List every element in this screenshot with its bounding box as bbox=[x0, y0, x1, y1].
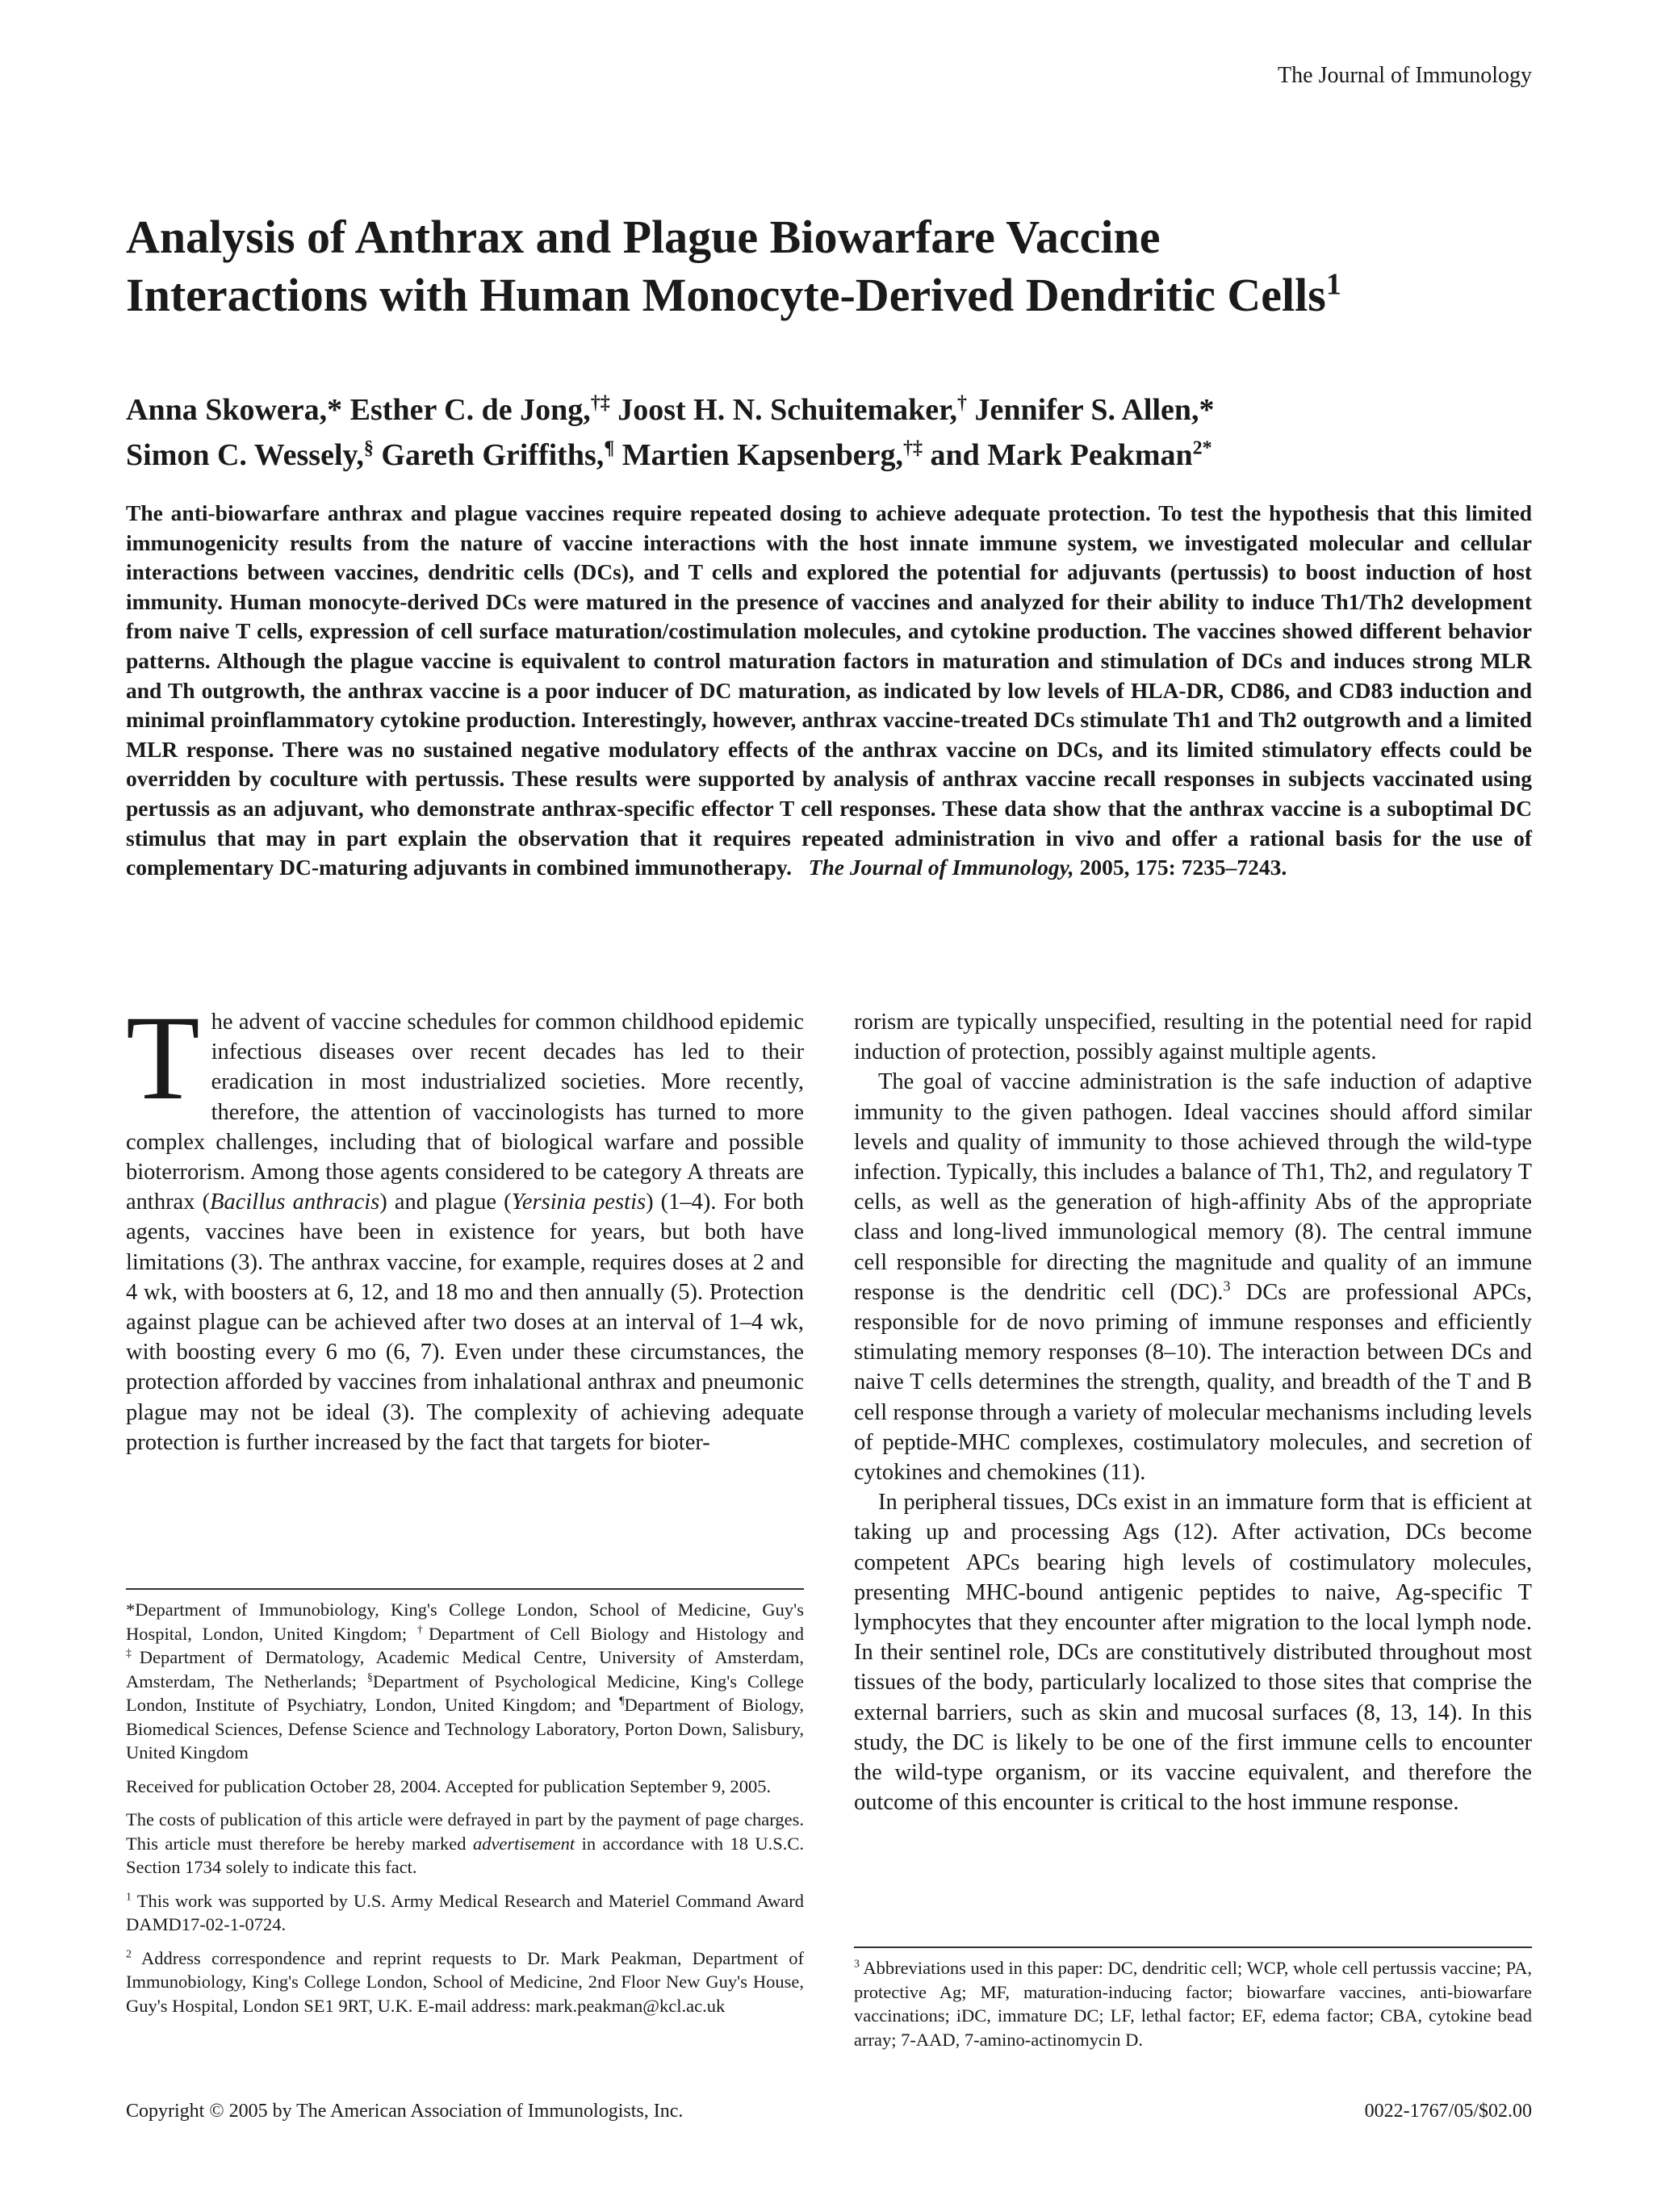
body-paragraph: In peripheral tissues, DCs exist in an immature form that is efficient at taking up and processing Ags (12). After activation, DCs become competent APCs bearing high levels of costimulatory molecules, presenting MHC-bound antigenic peptides to naive, Ag-specific T lymphocytes that they encounter after migration to the local lymph node. In their sentinel role, DCs are constitutively distributed throughout most tissues of the body, particularly localized to those sites that comprise the external barriers, such as skin and mucosal surfaces (8, 13, 14). In this study, the DC is likely to be one of the first immune cells to encounter the wild-type organism, or its vaccine equivalent, and therefore the outcome of this encounter is critical to the host immune response. bbox=[854, 1490, 1532, 1816]
author: Joost H. N. Schuitemaker,† bbox=[617, 392, 968, 427]
footnote-ref: 3 bbox=[1223, 1277, 1231, 1294]
body-paragraph: rorism are typically unspecified, resulting in the potential need for rapid induction of protection, possibly against multiple agents. bbox=[854, 1010, 1532, 1065]
author: Simon C. Wessely,§ bbox=[126, 437, 374, 472]
footnote-2: $^2$ Address correspondence and reprint requests to Dr. Mark Peakman, Department of Immunobiology, King's College London, School of Medicine, 2nd Floor New Guy's House, Guy's Hospital, London SE1 9RT, U.K. E-mail address: mark.peakman@kcl.ac.uk bbox=[126, 1947, 804, 2016]
author-list bbox=[126, 387, 1546, 478]
author: Gareth Griffiths,¶ bbox=[381, 437, 615, 472]
article-code: 0022-1767/05/$02.00 bbox=[1364, 2101, 1532, 2122]
publication-costs: The costs of publication of this article were defrayed in part by the payment of page charges. This article must therefore be hereby marked advertisement in accordance with 18 U.S.C. Section 1734 solely to indicate this fact. bbox=[126, 1809, 805, 1877]
footnotes-left bbox=[126, 1598, 804, 2027]
author: Esther C. de Jong,†‡ bbox=[349, 392, 610, 427]
affiliations: *Department of Immunobiology, King's College London, School of Medicine, Guy's Hospital, London, United Kingdom; †Department of Cell Biology and Histology and ‡Department of Dermatology, Academic Medical Centre, University of Amsterdam, Amsterdam, The Netherlands; §Department of Psychological Medicine, King's College London, Institute of Psychiatry, London, United Kingdom; and ¶Department of Biology, Biomedical Sciences, Defense Science and Technology Laboratory, Porton Down, Salisbury, United Kingdom bbox=[126, 1599, 805, 1762]
journal-name: The Journal of Immunology, bbox=[808, 855, 1074, 880]
author: and Mark Peakman$^{2*}$ bbox=[930, 437, 1212, 472]
title-footnote-mark: 1 bbox=[1325, 267, 1341, 302]
author: Jennifer S. Allen,* bbox=[974, 393, 1215, 427]
body-column-right bbox=[854, 1007, 1532, 1817]
body-column-left bbox=[126, 991, 805, 1457]
article-title bbox=[126, 208, 1546, 324]
footnote-3: $^3$ Abbreviations used in this paper: DC, dendritic cell; WCP, whole cell pertussis vaccine; PA, protective Ag; MF, maturation-inducing factor; biowarfare vaccines, anti-biowarfare vaccinations; iDC, immature DC; LF, lethal factor; EF, edema factor; CBA, cytokine bead array; 7-AAD, 7-amino-actinomycin D. bbox=[854, 1958, 1532, 2050]
abstract-text: The anti-biowarfare anthrax and plague vaccines require repeated dosing to achieve adequate protection. To test the hypothesis that this limited immunogenicity results from the nature of vaccine interactions with the host innate immune system, we investigated molecular and cellular interactions between vaccines, dendritic cells (DCs), and T cells and explored the potential for adjuvants (pertussis) to boost induction of host immunity. Human monocyte-derived DCs were matured in the presence of vaccines and analyzed for their ability to induce Th1/Th2 development from naive T cells, expression of cell surface maturation/costimulation molecules, and cytokine production. The vaccines showed different behavior patterns. Although the plague vaccine is equivalent to control maturation factors in maturation and stimulation of DCs and induces strong MLR and Th outgrowth, the anthrax vaccine is a poor inducer of DC maturation, as indicated by low levels of HLA-DR, CD86, and CD83 induction and minimal proinflammatory cytokine production. Interestingly, however, anthrax vaccine-treated DCs stimulate Th1 and Th2 outgrowth and a limited MLR response. There was no sustained negative modulatory effects of the anthrax vaccine on DCs, and its limited stimulatory effects could be overridden by coculture with pertussis. These results were supported by analysis of anthrax vaccine recall responses in subjects vaccinated using pertussis as an adjuvant, who demonstrate anthrax-specific effector T cell responses. These data show that the anthrax vaccine is a suboptimal DC stimulus that may in part explain the observation that it requires repeated administration in vivo and offer a rational basis for the use of complementary DC-maturing adjuvants in combined immunotherapy. bbox=[126, 500, 1532, 880]
footnotes-right bbox=[854, 1956, 1532, 2061]
received-dates: Received for publication October 28, 2004. Accepted for publication September 9, 2005. bbox=[126, 1775, 772, 1796]
drop-cap: T bbox=[126, 991, 200, 1125]
body-paragraph: The advent of vaccine schedules for common childhood epidemic infectious diseases over recent decades has led to their eradication in most industrialized societies. More recently, therefore, the attention of vaccinologists has turned to more complex challenges, including that of biological warfare and possible bioterrorism. Among those agents considered to be category A threats are anthrax (Bacillus anthracis) and plague (Yersinia pestis) (1–4). For both agents, vaccines have been in existence for years, but both have limitations (3). The anthrax vaccine, for example, requires doses at 2 and 4 wk, with boosters at 6, 12, and 18 mo and then annually (5). Protection against plague can be achieved after two doses at an interval of 1–4 wk, with boosting every 6 mo (6, 7). Even under these circumstances, the protection afforded by vaccines from inhalational anthrax and pneumonic plague may not be ideal (3). The complexity of achieving adequate protection is further increased by the fact that targets for bioter- bbox=[126, 991, 805, 1455]
author: Martien Kapsenberg,†‡ bbox=[621, 437, 923, 472]
running-head: The Journal of Immunology bbox=[1278, 63, 1532, 88]
body-paragraph: The goal of vaccine administration is the safe induction of adaptive immunity to the given pathogen. Ideal vaccines should afford similar levels and quality of immunity to those achieved through the wild-type infection. Typically, this includes a balance of Th1, Th2, and regulatory T cells, as well as the generation of high-affinity Abs of the appropriate class and long-lived immunological memory (8). The central immune cell responsible for directing the magnitude and quality of an immune response is the dendritic cell (DC).$^3$ DCs are professional APCs, responsible for de novo priming of immune responses and efficiently stimulating memory responses (8–10). The interaction between DCs and naive T cells determines the strength, quality, and breadth of the T and B cell response through a variety of molecular mechanisms including levels of peptide-MHC complexes, costimulatory molecules, and secretion of cytokines and chemokines (11). bbox=[854, 1069, 1533, 1486]
title-line-1: Analysis of Anthrax and Plague Biowarfare Vaccine bbox=[126, 211, 1161, 263]
title-line-2: Interactions with Human Monocyte-Derived Dendritic Cells bbox=[126, 269, 1326, 321]
citation: 2005, 175: 7235–7243. bbox=[1079, 855, 1287, 880]
author: Anna Skowera,* bbox=[126, 393, 343, 427]
copyright-notice: Copyright © 2005 by The American Association of Immunologists, Inc. bbox=[126, 2101, 684, 2122]
footnote-divider bbox=[126, 1588, 804, 1590]
footnote-1: $^1$ This work was supported by U.S. Army Medical Research and Materiel Command Award DAMD17-02-1-0724. bbox=[126, 1890, 804, 1934]
footnote-divider bbox=[854, 1946, 1532, 1948]
abstract bbox=[126, 499, 1532, 883]
